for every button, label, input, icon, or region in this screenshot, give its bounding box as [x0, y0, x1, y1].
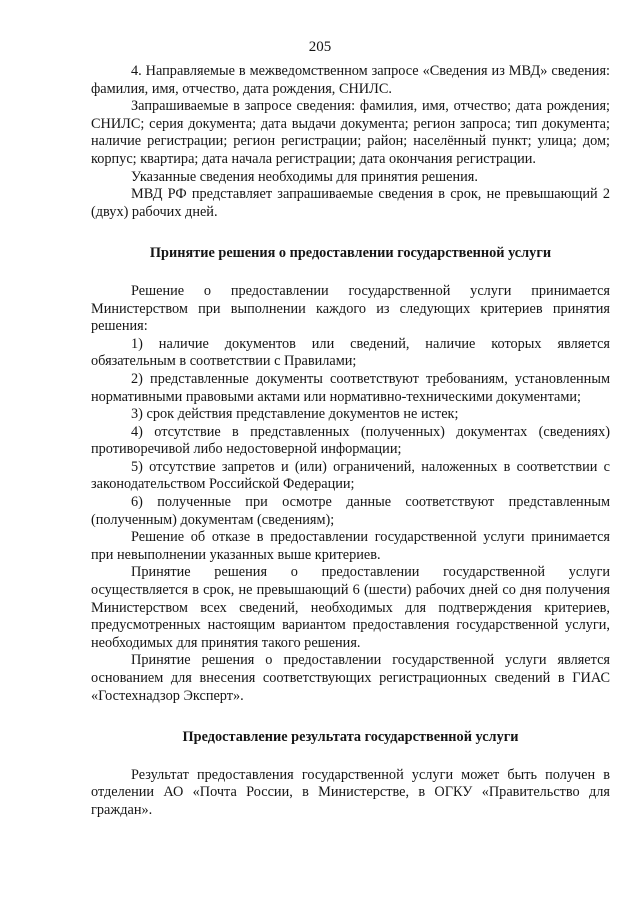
section-heading: Предоставление результата государственной услуги — [182, 729, 519, 746]
criterion-item: 5) отсутствие запретов и (или) ограничений, наложенных в соответствии с законодательством Российской Федерации; — [91, 458, 610, 493]
paragraph: МВД РФ представляет запрашиваемые сведения в срок, не превышающий 2 (двух) рабочих дней. — [91, 186, 610, 220]
paragraph: 4. Направляемые в межведомственном запросе «Сведения из МВД» сведения: фамилия, имя, отчество, дата рождения, СНИЛС. — [91, 63, 610, 97]
paragraph: Результат предоставления государственной услуги может быть получен в отделении АО «Почта России, в Министерстве, в ОГКУ «Правительство для граждан». — [91, 766, 610, 818]
paragraph: Решение об отказе в предоставлении государственной услуги принимается при невыполнении указанных выше критериев. — [91, 529, 610, 563]
criterion-item: 3) срок действия представление документов не истек; — [131, 406, 459, 423]
criterion-item: 1) наличие документов или сведений, наличие которых является обязательным в соответствии с Правилами; — [91, 335, 610, 370]
paragraph: Запрашиваемые в запросе сведения: фамилия, имя, отчество; дата рождения; СНИЛС; серия документа; дата выдачи документа; регион запроса; тип документа; наличие регистрации; регион регистрации; район; населённый пункт; улица; дом; корпус; квартира; дата начала регистрации; дата окончания регистрации. — [91, 98, 610, 167]
criterion-item: 4) отсутствие в представленных (полученных) документах (сведениях) противоречивой либо недостоверной информации; — [91, 423, 610, 458]
document-body — [91, 63, 610, 820]
criterion-item: 6) полученные при осмотре данные соответствуют представленным (полученным) документам (сведениям); — [91, 494, 610, 528]
section-heading: Принятие решения о предоставлении государственной услуги — [149, 245, 552, 262]
paragraph: Принятие решения о предоставлении государственной услуги осуществляется в срок, не превышающий 6 (шести) рабочих дней со дня получения Министерством всех сведений, необходимых для подтверждения критериев, предусмотренных настоящим вариантом предоставления государственной услуги, необходимых для принятия такого решения. — [91, 564, 610, 651]
paragraph: Решение о предоставлении государственной услуги принимается Министерством при выполнении каждого из следующих критериев принятия решения: — [91, 282, 610, 335]
page-number: 205 — [308, 39, 332, 55]
paragraph: Указанные сведения необходимы для принятия решения. — [131, 168, 478, 185]
criterion-item: 2) представленные документы соответствуют требованиям, установленным нормативными правовыми актами или нормативно-техническими документами; — [91, 370, 610, 405]
paragraph: Принятие решения о предоставлении государственной услуги является основанием для внесения соответствующих регистрационных сведений в ГИАС «Гостехнадзор Эксперт». — [91, 652, 610, 704]
